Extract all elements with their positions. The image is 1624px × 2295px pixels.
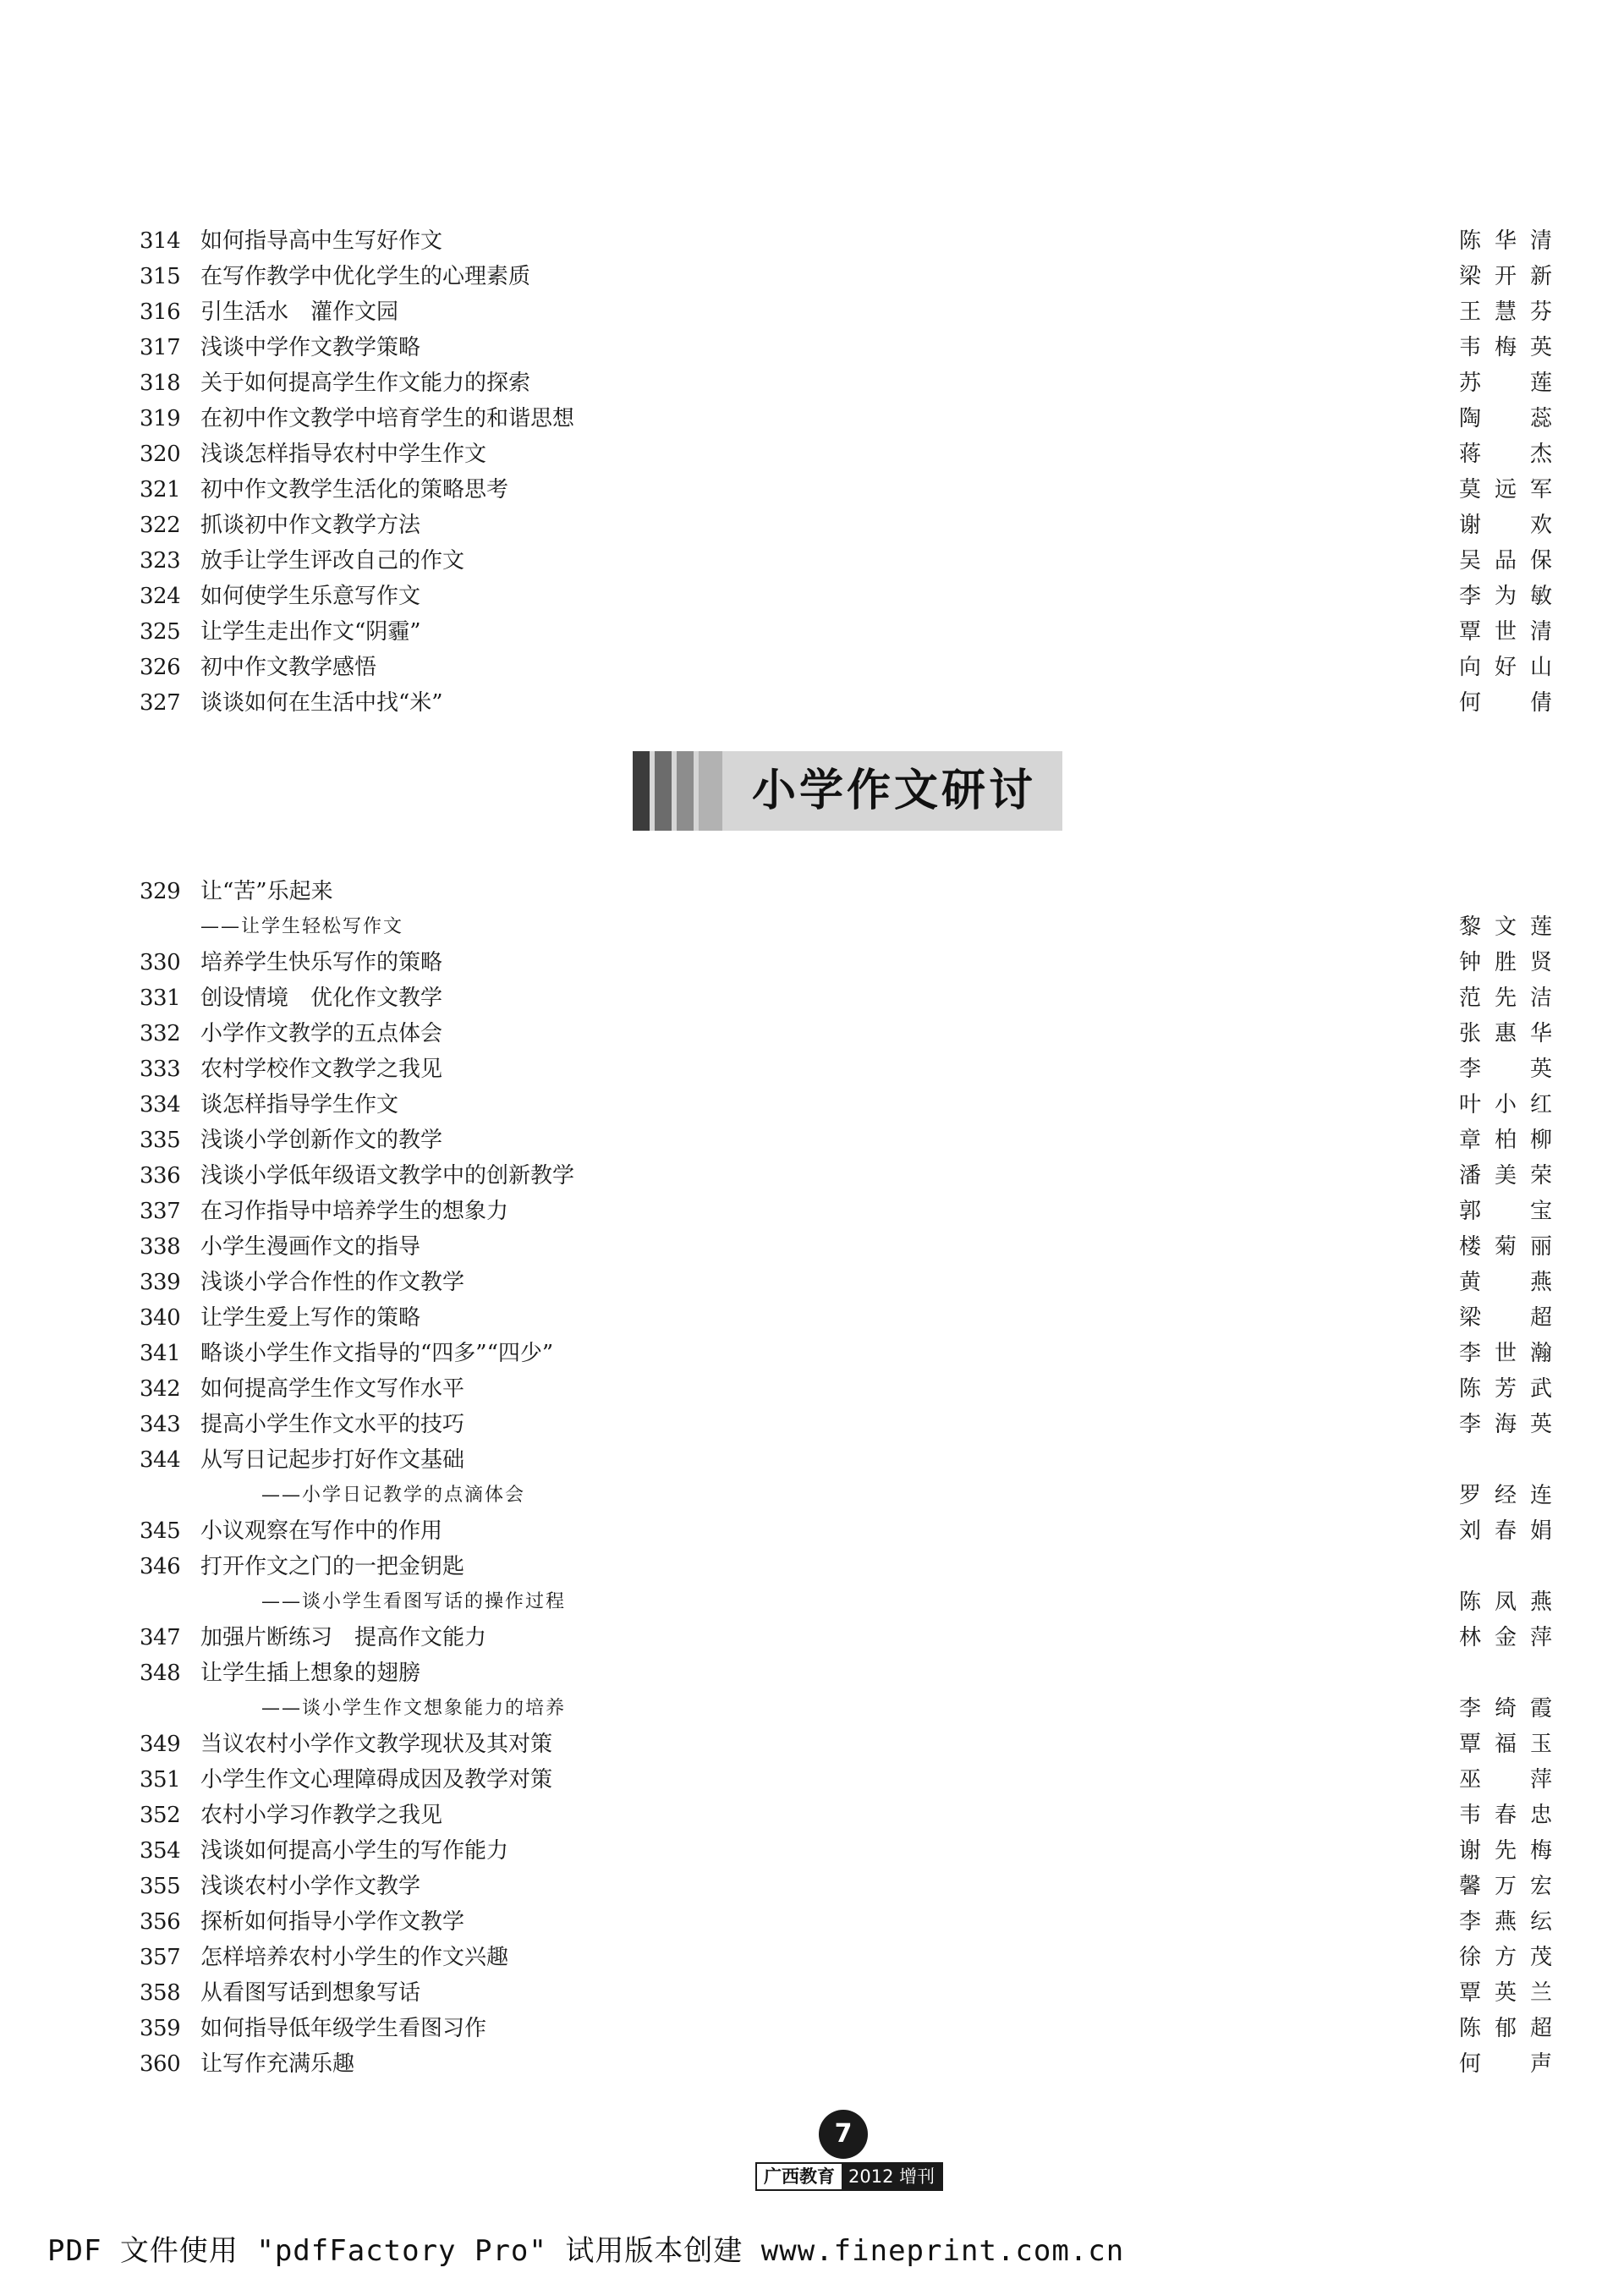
toc-entry[interactable] <box>140 1904 1552 1940</box>
entry-author: 王慧芬 <box>1459 299 1552 325</box>
entry-author: 叶小红 <box>1459 1092 1552 1117</box>
entry-author: 向好山 <box>1459 655 1552 680</box>
entry-author: 章柏柳 <box>1459 1128 1552 1153</box>
entry-title: 小学作文教学的五点体会 <box>200 1021 443 1046</box>
toc-entry[interactable] <box>140 401 1552 436</box>
toc-entry[interactable] <box>140 365 1552 401</box>
entry-title: 让学生走出作文“阴霾” <box>200 619 421 645</box>
entry-page-number: 333 <box>140 1057 181 1082</box>
toc-entry[interactable] <box>140 1513 1552 1549</box>
entry-page-number: 332 <box>140 1021 181 1046</box>
entry-author: 楼菊丽 <box>1459 1234 1552 1260</box>
entry-author: 黄燕 <box>1459 1270 1552 1295</box>
section-banner <box>633 751 1062 831</box>
banner-title: 小学作文研讨 <box>751 766 1036 816</box>
toc-entry[interactable] <box>140 1158 1552 1194</box>
entry-page-number: 321 <box>140 477 181 502</box>
entry-title: 如何指导低年级学生看图习作 <box>200 2016 487 2041</box>
entry-title: 关于如何提高学生作文能力的探索 <box>200 371 531 396</box>
entry-page-number: 345 <box>140 1518 181 1544</box>
entry-title: 谈怎样指导学生作文 <box>200 1092 399 1117</box>
entry-title: 初中作文教学生活化的策略思考 <box>200 477 509 502</box>
entry-title: 在习作指导中培养学生的想象力 <box>200 1199 509 1224</box>
entry-page-number: 323 <box>140 548 181 574</box>
toc-entry[interactable] <box>140 1087 1552 1123</box>
entry-title: 让学生插上想象的翅膀 <box>200 1661 421 1686</box>
entry-author: 梁超 <box>1459 1305 1552 1331</box>
entry-page-number: 330 <box>140 950 181 975</box>
entry-page-number: 360 <box>140 2051 181 2077</box>
entry-title: 放手让学生评改自己的作文 <box>200 548 465 574</box>
banner-stripe <box>655 751 672 831</box>
entry-title: 浅谈小学创新作文的教学 <box>200 1128 443 1153</box>
entry-page-number: 335 <box>140 1128 181 1153</box>
toc-entry[interactable] <box>140 223 1552 259</box>
entry-author: 郭宝 <box>1459 1199 1552 1224</box>
entry-author: 李绮霞 <box>1459 1696 1552 1721</box>
entry-author: 罗经连 <box>1459 1483 1552 1508</box>
entry-page-number: 318 <box>140 371 181 396</box>
entry-author: 莫远军 <box>1459 477 1552 502</box>
entry-title: 在初中作文教学中培育学生的和谐思想 <box>200 406 575 431</box>
entry-page-number: 354 <box>140 1838 181 1864</box>
entry-author: 吴品保 <box>1459 548 1552 574</box>
toc-entry[interactable] <box>140 1442 1552 1478</box>
entry-title: 农村学校作文教学之我见 <box>200 1057 443 1082</box>
entry-title: 如何使学生乐意写作文 <box>200 584 421 609</box>
toc-entry[interactable] <box>140 1655 1552 1691</box>
entry-author: 韦春忠 <box>1459 1803 1552 1828</box>
toc-entry[interactable] <box>140 1265 1552 1300</box>
entry-title: 从写日记起步打好作文基础 <box>200 1447 465 1473</box>
page-number: 7 <box>819 2110 868 2159</box>
entry-author: 韦梅英 <box>1459 335 1552 360</box>
entry-title: 在写作教学中优化学生的心理素质 <box>200 264 531 289</box>
entry-author: 陈郁超 <box>1459 2016 1552 2041</box>
toc-entry[interactable] <box>140 1549 1552 1584</box>
journal-issue: 2012 增刊 <box>842 2164 941 2189</box>
toc-entry[interactable] <box>140 1229 1552 1265</box>
toc-section-middle-school <box>140 223 1552 721</box>
entry-page-number: 316 <box>140 299 181 325</box>
entry-title: 让写作充满乐趣 <box>200 2051 355 2077</box>
toc-entry[interactable] <box>140 579 1552 614</box>
entry-author: 范先洁 <box>1459 986 1552 1011</box>
entry-page-number: 351 <box>140 1767 181 1793</box>
entry-title: 让“苦”乐起来 <box>200 879 333 904</box>
entry-title: 浅谈农村小学作文教学 <box>200 1874 421 1899</box>
toc-subtitle-row[interactable] <box>140 1584 1552 1620</box>
toc-entry[interactable] <box>140 1051 1552 1087</box>
entry-title: 浅谈小学合作性的作文教学 <box>200 1270 465 1295</box>
entry-author: 覃世清 <box>1459 619 1552 645</box>
toc-subtitle-row[interactable] <box>140 909 1552 945</box>
toc-entry[interactable] <box>140 1407 1552 1442</box>
entry-title: 农村小学习作教学之我见 <box>200 1803 443 1828</box>
entry-page-number: 349 <box>140 1732 181 1757</box>
entry-page-number: 348 <box>140 1661 181 1686</box>
toc-entry[interactable] <box>140 1336 1552 1371</box>
toc-entry[interactable] <box>140 1123 1552 1158</box>
entry-page-number: 317 <box>140 335 181 360</box>
entry-author: 蒋杰 <box>1459 442 1552 467</box>
journal-name: 广西教育 <box>757 2164 842 2189</box>
toc-entry[interactable] <box>140 472 1552 508</box>
entry-title: 抓谈初中作文教学方法 <box>200 513 421 538</box>
toc-entry[interactable] <box>140 650 1552 685</box>
entry-page-number: 352 <box>140 1803 181 1828</box>
toc-entry[interactable] <box>140 1940 1552 1975</box>
toc-entry[interactable] <box>140 259 1552 294</box>
entry-title: 如何提高学生作文写作水平 <box>200 1376 465 1402</box>
entry-page-number: 347 <box>140 1625 181 1650</box>
toc-entry[interactable] <box>140 980 1552 1016</box>
toc-entry[interactable] <box>140 2046 1552 2082</box>
entry-author: 李英 <box>1459 1057 1552 1082</box>
banner-stripe <box>699 751 722 831</box>
entry-page-number: 346 <box>140 1554 181 1579</box>
banner-stripe <box>677 751 694 831</box>
entry-author: 何声 <box>1459 2051 1552 2077</box>
toc-entry[interactable] <box>140 330 1552 365</box>
entry-title: 浅谈中学作文教学策略 <box>200 335 421 360</box>
toc-subtitle-row[interactable] <box>140 1478 1552 1513</box>
toc-entry[interactable] <box>140 874 1552 909</box>
entry-author: 谢欢 <box>1459 513 1552 538</box>
entry-author: 馨万宏 <box>1459 1874 1552 1899</box>
toc-entry[interactable] <box>140 1016 1552 1051</box>
toc-entry[interactable] <box>140 508 1552 543</box>
entry-page-number: 329 <box>140 879 181 904</box>
entry-page-number: 358 <box>140 1980 181 2006</box>
entry-page-number: 340 <box>140 1305 181 1331</box>
entry-title: 提高小学生作文水平的技巧 <box>200 1412 465 1437</box>
entry-author: 李为敏 <box>1459 584 1552 609</box>
toc-entry[interactable] <box>140 436 1552 472</box>
entry-author: 陈凤燕 <box>1459 1589 1552 1615</box>
entry-author: 徐方茂 <box>1459 1945 1552 1970</box>
toc-entry[interactable] <box>140 1833 1552 1869</box>
entry-title: 如何指导高中生写好作文 <box>200 228 443 254</box>
toc-entry[interactable] <box>140 1975 1552 2011</box>
entry-page-number: 314 <box>140 228 181 254</box>
entry-page-number: 356 <box>140 1909 181 1935</box>
entry-title: 培养学生快乐写作的策略 <box>200 950 443 975</box>
entry-title: 加强片断练习 提高作文能力 <box>200 1625 487 1650</box>
toc-entry[interactable] <box>140 294 1552 330</box>
toc-entry[interactable] <box>140 945 1552 980</box>
entry-author: 李海英 <box>1459 1412 1552 1437</box>
entry-page-number: 342 <box>140 1376 181 1402</box>
entry-author: 梁开新 <box>1459 264 1552 289</box>
entry-page-number: 324 <box>140 584 181 609</box>
entry-page-number: 315 <box>140 264 181 289</box>
entry-title: 怎样培养农村小学生的作文兴趣 <box>200 1945 509 1970</box>
entry-author: 潘美荣 <box>1459 1163 1552 1189</box>
entry-author: 林金萍 <box>1459 1625 1552 1650</box>
entry-page-number: 320 <box>140 442 181 467</box>
entry-page-number: 325 <box>140 619 181 645</box>
entry-author: 巫萍 <box>1459 1767 1552 1793</box>
entry-page-number: 343 <box>140 1412 181 1437</box>
entry-page-number: 334 <box>140 1092 181 1117</box>
entry-author: 李燕纭 <box>1459 1909 1552 1935</box>
entry-author: 张惠华 <box>1459 1021 1552 1046</box>
entry-page-number: 357 <box>140 1945 181 1970</box>
entry-title: ——谈小学生看图写话的操作过程 <box>261 1591 567 1612</box>
entry-page-number: 339 <box>140 1270 181 1295</box>
entry-title: 略谈小学生作文指导的“四多”“四少” <box>200 1341 554 1366</box>
toc-entry[interactable] <box>140 1194 1552 1229</box>
entry-page-number: 331 <box>140 986 181 1011</box>
entry-author: 陶蕊 <box>1459 406 1552 431</box>
journal-tag <box>755 2162 943 2191</box>
entry-title: 浅谈怎样指导农村中学生作文 <box>200 442 487 467</box>
entry-author: 覃福玉 <box>1459 1732 1552 1757</box>
entry-title: 当议农村小学作文教学现状及其对策 <box>200 1732 553 1757</box>
entry-page-number: 341 <box>140 1341 181 1366</box>
toc-entry[interactable] <box>140 1762 1552 1798</box>
toc-entry[interactable] <box>140 1869 1552 1904</box>
entry-title: 从看图写话到想象写话 <box>200 1980 421 2006</box>
entry-page-number: 336 <box>140 1163 181 1189</box>
entry-title: 打开作文之门的一把金钥匙 <box>200 1554 465 1579</box>
entry-title: 探析如何指导小学作文教学 <box>200 1909 465 1935</box>
toc-entry[interactable] <box>140 1371 1552 1407</box>
entry-author: 谢先梅 <box>1459 1838 1552 1864</box>
entry-author: 钟胜贤 <box>1459 950 1552 975</box>
entry-page-number: 344 <box>140 1447 181 1473</box>
entry-title: 浅谈小学低年级语文教学中的创新教学 <box>200 1163 575 1189</box>
entry-page-number: 326 <box>140 655 181 680</box>
entry-page-number: 327 <box>140 690 181 716</box>
toc-entry[interactable] <box>140 614 1552 650</box>
banner-stripe <box>633 751 650 831</box>
entry-title: ——让学生轻松写作文 <box>200 916 404 937</box>
entry-title: 创设情境 优化作文教学 <box>200 986 443 1011</box>
entry-title: ——谈小学生作文想象能力的培养 <box>261 1698 567 1719</box>
pdf-footer-note: PDF 文件使用 "pdfFactory Pro" 试用版本创建 www.fineprint.com.cn <box>47 2234 1125 2268</box>
entry-page-number: 319 <box>140 406 181 431</box>
entry-title: 引生活水 灌作文园 <box>200 299 399 325</box>
entry-page-number: 359 <box>140 2016 181 2041</box>
entry-title: 小学生作文心理障碍成因及教学对策 <box>200 1767 553 1793</box>
entry-author: 何倩 <box>1459 690 1552 716</box>
entry-title: ——小学日记教学的点滴体会 <box>261 1485 526 1506</box>
toc-entry[interactable] <box>140 1727 1552 1762</box>
entry-page-number: 322 <box>140 513 181 538</box>
entry-page-number: 338 <box>140 1234 181 1260</box>
entry-author: 覃英兰 <box>1459 1980 1552 2006</box>
entry-author: 黎文莲 <box>1459 914 1552 940</box>
toc-section-primary-school <box>140 874 1552 2082</box>
entry-page-number: 355 <box>140 1874 181 1899</box>
toc-entry[interactable] <box>140 1798 1552 1833</box>
entry-author: 李世瀚 <box>1459 1341 1552 1366</box>
entry-title: 初中作文教学感悟 <box>200 655 377 680</box>
toc-subtitle-row[interactable] <box>140 1691 1552 1727</box>
entry-page-number: 337 <box>140 1199 181 1224</box>
entry-title: 谈谈如何在生活中找“米” <box>200 690 443 716</box>
toc-entry[interactable] <box>140 685 1552 721</box>
toc-entry[interactable] <box>140 543 1552 579</box>
toc-entry[interactable] <box>140 2011 1552 2046</box>
entry-title: 小学生漫画作文的指导 <box>200 1234 421 1260</box>
entry-author: 刘春娟 <box>1459 1518 1552 1544</box>
entry-author: 陈芳武 <box>1459 1376 1552 1402</box>
entry-title: 让学生爱上写作的策略 <box>200 1305 421 1331</box>
entry-author: 苏莲 <box>1459 371 1552 396</box>
entry-title: 小议观察在写作中的作用 <box>200 1518 443 1544</box>
toc-entry[interactable] <box>140 1300 1552 1336</box>
toc-entry[interactable] <box>140 1620 1552 1655</box>
entry-title: 浅谈如何提高小学生的写作能力 <box>200 1838 509 1864</box>
entry-author: 陈华清 <box>1459 228 1552 254</box>
